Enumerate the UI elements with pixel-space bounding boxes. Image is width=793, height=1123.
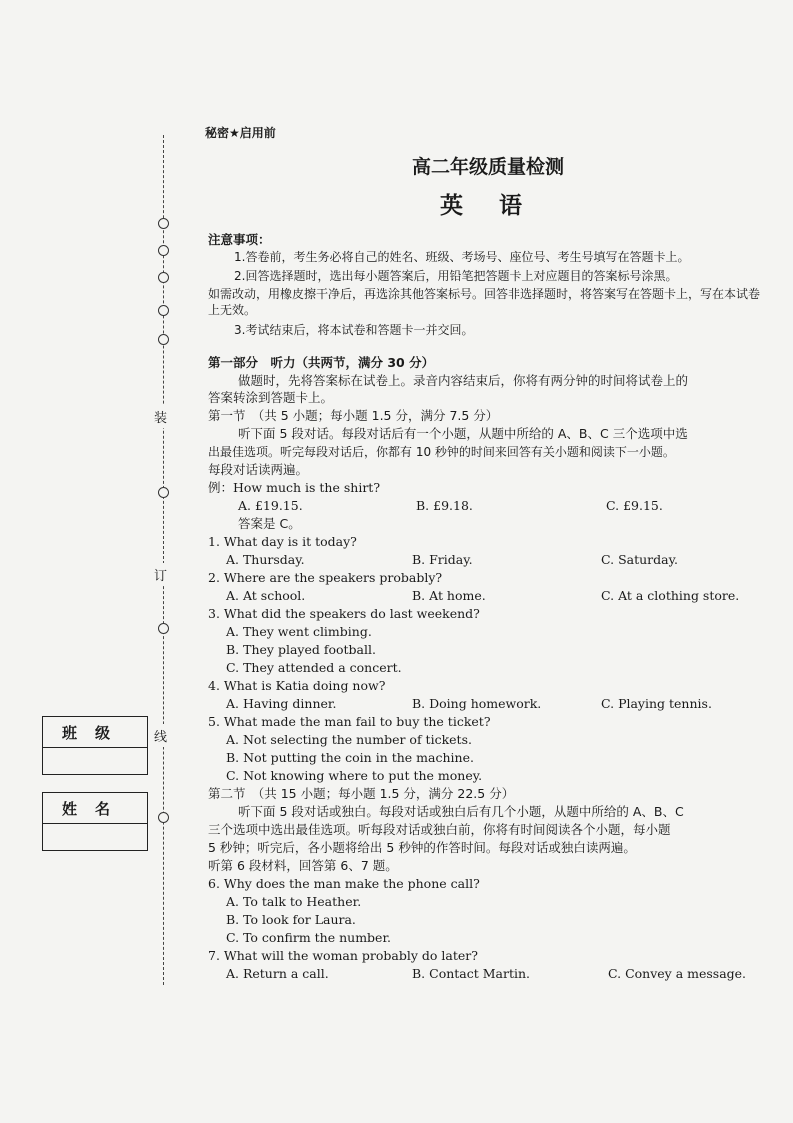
question: 6. Why does the man make the phone call? [208, 876, 480, 891]
option: C. £9.15. [606, 498, 663, 513]
binding-label-ding: 订 [154, 563, 167, 586]
question: 2. Where are the speakers probably? [208, 570, 443, 585]
name-box [42, 792, 148, 851]
option: C. Playing tennis. [601, 696, 712, 711]
class-field[interactable] [43, 748, 147, 774]
option: B. Contact Martin. [412, 966, 531, 981]
option: A. Return a call. [226, 966, 329, 981]
option: B. They played football. [226, 642, 376, 657]
subject-title: 英 语 [439, 193, 536, 219]
option: B. Not putting the coin in the machine. [226, 750, 474, 765]
section1-intro: 每段对话读两遍。 [208, 462, 309, 477]
option: C. At a clothing store. [601, 588, 740, 603]
binding-hole [158, 334, 169, 345]
notice-item: 3.考试结束后，将本试卷和答题卡一并交回。 [234, 323, 474, 337]
option: C. To confirm the number. [226, 930, 392, 945]
binding-line [163, 135, 164, 985]
name-label: 姓名 [43, 793, 147, 824]
class-box [42, 716, 148, 775]
question: 3. What did the speakers do last weekend? [208, 606, 480, 621]
section2-material: 听第 6 段材料，回答第 6、7 题。 [208, 858, 398, 873]
notice-item: 如需改动，用橡皮擦干净后，再选涂其他答案标号。回答非选择题时，将答案写在答题卡上，写在本试卷上无效。 [208, 287, 761, 317]
binding-hole [158, 623, 169, 634]
secret-label: 秘密★启用前 [205, 126, 276, 140]
option: A. Thursday. [226, 552, 305, 567]
question: 4. What is Katia doing now? [208, 678, 386, 693]
section2-heading: 第二节 （共 15 小题；每小题 1.5 分，满分 22.5 分） [208, 786, 515, 801]
option: A. At school. [226, 588, 306, 603]
binding-hole [158, 487, 169, 498]
binding-hole [158, 245, 169, 256]
binding-hole [158, 218, 169, 229]
option: B. Friday. [412, 552, 473, 567]
question: 7. What will the woman probably do later? [208, 948, 478, 963]
option: A. They went climbing. [226, 624, 372, 639]
binding-label-xian: 线 [154, 724, 167, 747]
section2-intro: 听下面 5 段对话或独白。每段对话或独白后有几个小题，从题中所给的 A、B、C [238, 804, 684, 819]
question: 5. What made the man fail to buy the ticket? [208, 714, 491, 729]
section1-heading: 第一节 （共 5 小题；每小题 1.5 分，满分 7.5 分） [208, 408, 499, 423]
section2-intro: 5 秒钟；听完后，各小题将给出 5 秒钟的作答时间。每段对话或独白读两遍。 [208, 840, 636, 855]
question: 1. What day is it today? [208, 534, 357, 549]
notice-item: 2.回答选择题时，选出每小题答案后，用铅笔把答题卡上对应题目的答案标号涂黑。 [234, 269, 678, 283]
option: B. £9.18. [416, 498, 473, 513]
option: A. To talk to Heather. [226, 894, 362, 909]
binding-label-zhuang: 装 [154, 405, 167, 428]
option: A. Not selecting the number of tickets. [226, 732, 472, 747]
name-field[interactable] [43, 824, 147, 850]
part1-intro: 答案转涂到答题卡上。 [208, 390, 334, 405]
example-answer: 答案是 C。 [238, 516, 301, 531]
option: B. To look for Laura. [226, 912, 356, 927]
option: A. Having dinner. [226, 696, 337, 711]
exam-title: 高二年级质量检测 [411, 156, 564, 178]
binding-hole [158, 305, 169, 316]
notice-heading: 注意事项： [208, 232, 271, 247]
section1-intro: 听下面 5 段对话。每段对话后有一个小题，从题中所给的 A、B、C 三个选项中选 [238, 426, 688, 441]
option: B. At home. [412, 588, 486, 603]
example-question: 例：How much is the shirt? [208, 480, 381, 495]
option: C. Not knowing where to put the money. [226, 768, 483, 783]
notice-item: 1.答卷前，考生务必将自己的姓名、班级、考场号、座位号、考生号填写在答题卡上。 [234, 250, 690, 264]
binding-hole [158, 272, 169, 283]
part1-intro: 做题时，先将答案标在试卷上。录音内容结束后，你将有两分钟的时间将试卷上的 [238, 373, 689, 388]
binding-hole [158, 812, 169, 823]
option: A. £19.15. [238, 498, 303, 513]
option: C. Saturday. [601, 552, 678, 567]
option: C. They attended a concert. [226, 660, 402, 675]
part1-heading: 第一部分 听力（共两节，满分 30 分） [208, 355, 435, 370]
class-label: 班级 [43, 717, 147, 748]
option: C. Convey a message. [608, 966, 747, 981]
section2-intro: 三个选项中选出最佳选项。听每段对话或独白前，你将有时间阅读各个小题，每小题 [208, 822, 671, 837]
option: B. Doing homework. [412, 696, 542, 711]
section1-intro: 出最佳选项。听完每段对话后，你都有 10 秒钟的时间来回答有关小题和阅读下一小题。 [208, 445, 675, 459]
